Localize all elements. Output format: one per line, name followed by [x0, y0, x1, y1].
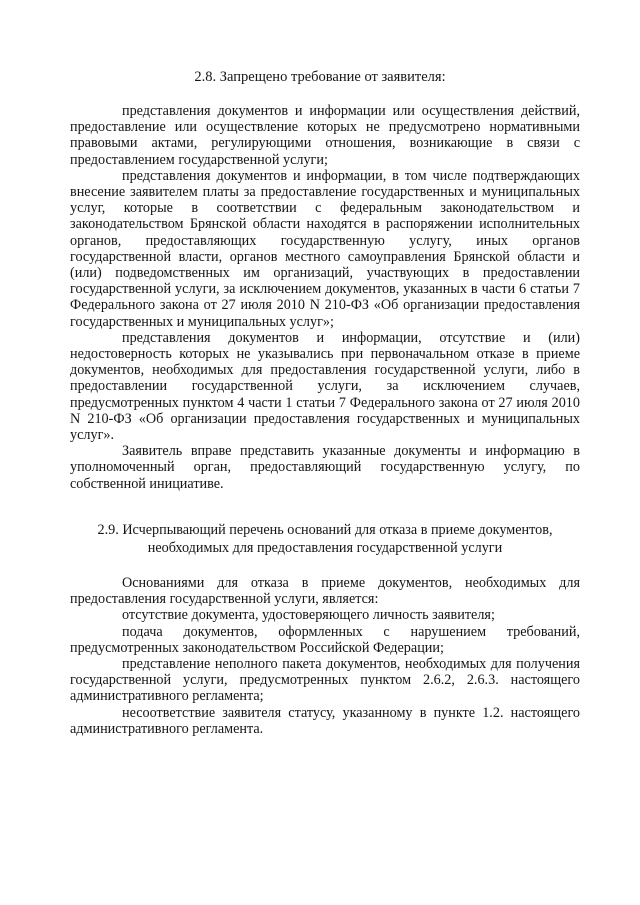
section-2-9-heading-line1: 2.9. Исчерпывающий перечень оснований для отказа в приеме документов, [97, 522, 553, 538]
paragraph: представления документов и информации, отсутствие и (или) недостоверность которых не указывались при первоначальном отказе в приеме документов, необходимых для предоставления государственной услуги, либо в предоставлении государственной услуги, за исключением случаев, предусмотренных пунктом 4 части 1 статьи 7 Федерального закона от 27 июля 2010 N 210-ФЗ «Об организации предоставления государственных и муниципальных услуг». [70, 329, 580, 444]
paragraph: несоответствие заявителя статусу, указанному в пункте 1.2. настоящего административного регламента. [70, 704, 580, 737]
section-2-9-heading-line2: необходимых для предоставления государственной услуги [147, 540, 503, 556]
paragraph: представления документов и информации или осуществления действий, предоставление или осуществление которых не предусмотрено нормативными правовыми актами, регулирующими отношения, возникающие в связи с предоставлением государственной услуги; [70, 103, 580, 168]
section-2-8-body [70, 103, 580, 492]
section-2-9-heading [70, 521, 580, 557]
paragraph: представление неполного пакета документов, необходимых для получения государственной услуги, предусмотренных пунктом 2.6.2, 2.6.3. настоящего административного регламента; [70, 656, 580, 705]
paragraph: Основаниями для отказа в приеме документов, необходимых для предоставления государственной услуги, является: [70, 575, 580, 608]
section-2-9-body [70, 575, 580, 737]
paragraph: подача документов, оформленных с нарушением требований, предусмотренных законодательством Российской Федерации; [70, 623, 580, 656]
paragraph: Заявитель вправе представить указанные документы и информацию в уполномоченный орган, предоставляющий государственную услугу, по собственной инициативе. [70, 443, 580, 492]
paragraph: представления документов и информации, в том числе подтверждающих внесение заявителем платы за предоставление государственных и муниципальных услуг, которые в соответствии с федеральным законодательством и законодательством Брянской области находятся в распоряжении исполнительных органов, предоставляющих государственную услугу, иных органов государственной власти, органов местного самоуправления Брянской области и (или) подведомственных им организаций, участвующих в предоставлении государственной услуги, за исключением документов, указанных в части 6 статьи 7 Федерального закона от 27 июля 2010 N 210-ФЗ «Об организации предоставления государственных и муниципальных услуг»; [70, 167, 580, 330]
paragraph: отсутствие документа, удостоверяющего личность заявителя; [122, 607, 495, 624]
section-2-8-heading: 2.8. Запрещено требование от заявителя: [194, 69, 446, 85]
